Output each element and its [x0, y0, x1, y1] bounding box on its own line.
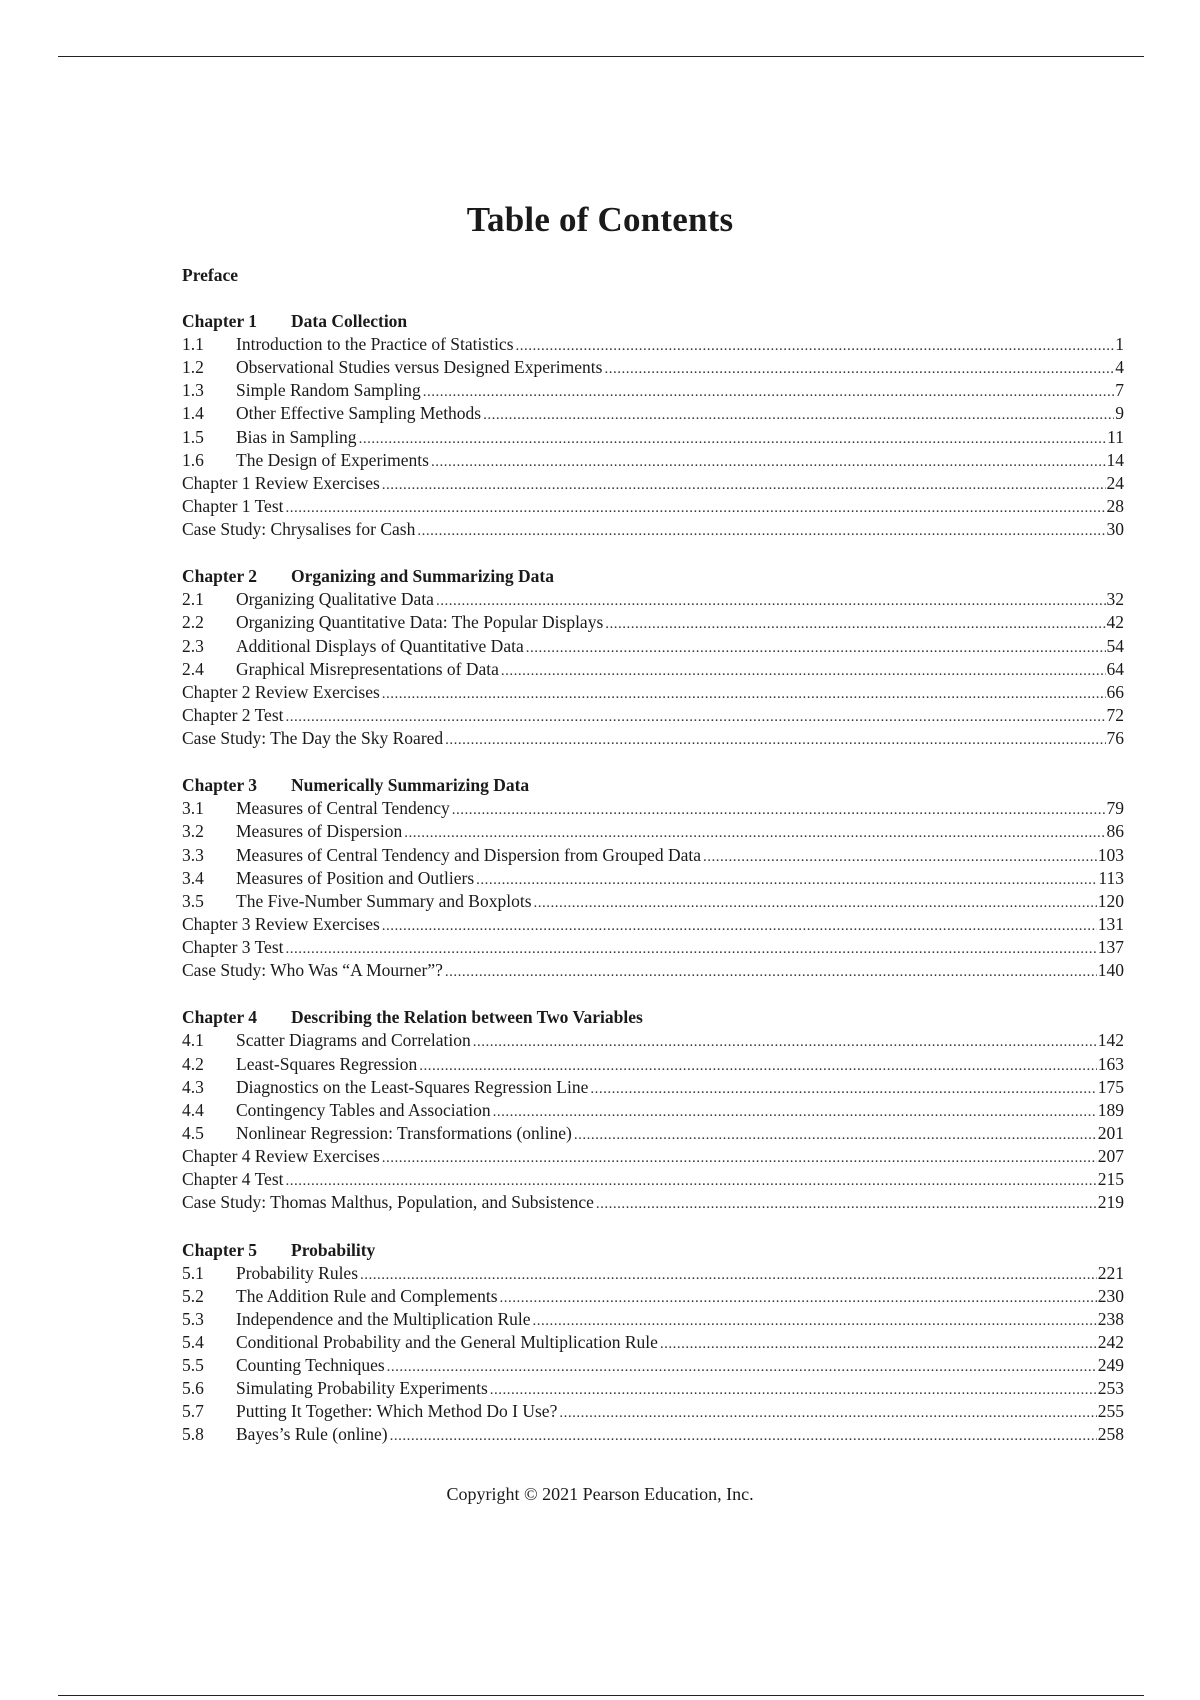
dot-leader	[605, 613, 1105, 636]
entry-title: Chapter 2 Test	[182, 704, 284, 725]
dot-leader	[382, 474, 1106, 497]
section-number: 3.3	[182, 844, 204, 865]
page-number: 113	[1098, 867, 1124, 888]
entry-title: Simulating Probability Experiments	[236, 1378, 488, 1399]
toc-entry	[182, 1191, 1124, 1214]
section-number: 5.8	[182, 1424, 204, 1445]
dot-leader	[423, 381, 1115, 404]
page-number: 7	[1115, 380, 1124, 401]
toc-entry	[182, 1377, 1124, 1400]
dot-leader	[382, 1147, 1097, 1170]
page-number: 215	[1097, 1169, 1124, 1190]
entry-title: Observational Studies versus Designed Experiments	[236, 357, 603, 378]
dot-leader	[436, 590, 1106, 613]
page-number: 219	[1097, 1192, 1124, 1213]
page-number: 201	[1097, 1122, 1124, 1143]
dot-leader	[660, 1333, 1097, 1356]
entry-title: Measures of Central Tendency and Dispersion from Grouped Data	[236, 844, 701, 865]
section-number: 5.3	[182, 1308, 204, 1329]
page-number: 32	[1106, 589, 1124, 610]
toc-entry	[182, 1168, 1124, 1191]
toc-entry	[182, 426, 1124, 449]
page-number: 221	[1097, 1262, 1124, 1283]
dot-leader	[534, 892, 1097, 915]
chapter-title: Describing the Relation between Two Variables	[291, 1007, 643, 1028]
chapter-heading	[182, 565, 1124, 588]
dot-leader	[286, 938, 1097, 961]
dot-leader	[359, 428, 1107, 451]
dot-leader	[483, 404, 1114, 427]
entry-title: Additional Displays of Quantitative Data	[236, 635, 524, 656]
page-number: 175	[1097, 1076, 1124, 1097]
entry-title: Organizing Quantitative Data: The Popular Displays	[236, 612, 604, 633]
dot-leader	[559, 1402, 1096, 1425]
entry-title: Independence and the Multiplication Rule	[236, 1308, 531, 1329]
chapter-title: Probability	[291, 1239, 376, 1260]
toc-entry	[182, 333, 1124, 356]
dot-leader	[500, 1287, 1097, 1310]
dot-leader	[516, 335, 1115, 358]
section-number: 4.2	[182, 1053, 204, 1074]
toc-entry	[182, 1099, 1124, 1122]
entry-title: Measures of Position and Outliers	[236, 867, 475, 888]
page-number: 207	[1097, 1146, 1124, 1167]
toc-entry	[182, 635, 1124, 658]
section-number: 3.5	[182, 890, 204, 911]
dot-leader	[501, 660, 1106, 683]
dot-leader	[476, 869, 1097, 892]
chapter-heading	[182, 1239, 1124, 1262]
section-number: 4.3	[182, 1076, 204, 1097]
toc-entry	[182, 913, 1124, 936]
dot-leader	[490, 1379, 1097, 1402]
toc-entry	[182, 1145, 1124, 1168]
page-number: 258	[1097, 1424, 1124, 1445]
page-number: 54	[1106, 635, 1124, 656]
chapter-heading	[182, 774, 1124, 797]
dot-leader	[382, 915, 1097, 938]
section-number: 4.1	[182, 1030, 204, 1051]
page-number: 64	[1106, 658, 1124, 679]
toc-entry	[182, 449, 1124, 472]
dot-leader	[360, 1264, 1097, 1287]
section-number: 5.4	[182, 1331, 204, 1352]
entry-title: Chapter 4 Review Exercises	[182, 1146, 380, 1167]
dot-leader	[445, 729, 1105, 752]
toc-entry	[182, 1308, 1124, 1331]
toc-entry	[182, 1331, 1124, 1354]
dot-leader	[382, 683, 1106, 706]
toc-entry	[182, 959, 1124, 982]
toc-entry	[182, 356, 1124, 379]
chapter-number: Chapter 1	[182, 311, 258, 331]
dot-leader	[493, 1101, 1097, 1124]
dot-leader	[452, 799, 1106, 822]
entry-title: Diagnostics on the Least-Squares Regression Line	[236, 1076, 589, 1097]
toc-entry	[182, 681, 1124, 704]
page-number: 137	[1097, 937, 1124, 958]
entry-title: Chapter 3 Test	[182, 937, 284, 958]
chapter-title: Organizing and Summarizing Data	[291, 566, 555, 587]
page-number: 9	[1115, 403, 1124, 424]
toc-entry	[182, 704, 1124, 727]
page-number: 253	[1097, 1378, 1124, 1399]
dot-leader	[286, 1170, 1097, 1193]
copyright-footer: Copyright © 2021 Pearson Education, Inc.	[446, 1484, 754, 1504]
entry-title: Nonlinear Regression: Transformations (online)	[236, 1122, 572, 1143]
entry-title: Other Effective Sampling Methods	[236, 403, 482, 424]
dot-leader	[596, 1193, 1097, 1216]
section-number: 1.6	[182, 449, 204, 470]
page-number: 14	[1106, 449, 1124, 470]
entry-title: Bias in Sampling	[236, 426, 357, 447]
dot-leader	[419, 1055, 1096, 1078]
chapter-section	[182, 774, 1124, 982]
page-number: 86	[1106, 821, 1124, 842]
dot-leader	[590, 1078, 1096, 1101]
section-number: 1.3	[182, 380, 204, 401]
section-number: 2.1	[182, 589, 204, 610]
page-number: 11	[1107, 426, 1124, 447]
toc-entry	[182, 844, 1124, 867]
preface-heading: Preface	[182, 265, 239, 285]
entry-title: Chapter 3 Review Exercises	[182, 913, 380, 934]
dot-leader	[286, 706, 1106, 729]
toc-entry	[182, 867, 1124, 890]
toc-entry	[182, 727, 1124, 750]
section-number: 5.2	[182, 1285, 204, 1306]
page-number: 76	[1106, 728, 1124, 749]
page-number: 66	[1106, 681, 1124, 702]
page-number: 103	[1097, 844, 1124, 865]
dot-leader	[526, 637, 1106, 660]
toc-entry	[182, 797, 1124, 820]
page-number: 28	[1106, 495, 1124, 516]
entry-title: Case Study: Thomas Malthus, Population, and Subsistence	[182, 1192, 594, 1213]
section-number: 2.4	[182, 658, 204, 679]
section-number: 1.2	[182, 357, 204, 378]
entry-title: Contingency Tables and Association	[236, 1099, 491, 1120]
section-number: 1.1	[182, 334, 204, 354]
toc-entry	[182, 402, 1124, 425]
top-rule	[58, 56, 1144, 57]
page-number: 238	[1097, 1308, 1124, 1329]
dot-leader	[431, 451, 1106, 474]
chapter-heading	[182, 1006, 1124, 1029]
chapter-section	[182, 1006, 1124, 1214]
toc-entry	[182, 588, 1124, 611]
page-number: 255	[1097, 1401, 1124, 1422]
section-number: 3.1	[182, 798, 204, 819]
entry-title: Counting Techniques	[236, 1355, 385, 1376]
section-number: 5.7	[182, 1401, 204, 1422]
entry-title: Chapter 1 Review Exercises	[182, 472, 380, 493]
entry-title: Case Study: The Day the Sky Roared	[182, 728, 444, 749]
entry-title: Simple Random Sampling	[236, 380, 421, 401]
section-number: 4.4	[182, 1099, 204, 1120]
entry-title: Scatter Diagrams and Correlation	[236, 1030, 471, 1051]
page-number: 140	[1097, 960, 1124, 981]
toc-entry	[182, 379, 1124, 402]
page-number: 72	[1106, 704, 1124, 725]
table-of-contents	[182, 264, 1124, 1471]
chapter-section	[182, 1239, 1124, 1447]
page-number: 4	[1115, 357, 1124, 378]
entry-title: The Design of Experiments	[236, 449, 429, 470]
section-number: 1.4	[182, 403, 204, 424]
toc-entry	[182, 1400, 1124, 1423]
entry-title: The Addition Rule and Complements	[236, 1285, 498, 1306]
page-number: 30	[1106, 519, 1124, 540]
page-number: 230	[1097, 1285, 1124, 1306]
chapter-title: Numerically Summarizing Data	[291, 775, 530, 796]
dot-leader	[473, 1031, 1097, 1054]
page-number: 24	[1106, 472, 1124, 493]
entry-title: Case Study: Chrysalises for Cash	[182, 519, 416, 540]
page-number: 142	[1097, 1030, 1124, 1051]
toc-entry	[182, 472, 1124, 495]
toc-entry	[182, 936, 1124, 959]
section-number: 5.1	[182, 1262, 204, 1283]
entry-title: Probability Rules	[236, 1262, 359, 1283]
toc-entry	[182, 1053, 1124, 1076]
section-number: 2.2	[182, 612, 204, 633]
page-number: 189	[1097, 1099, 1124, 1120]
chapter-section	[182, 310, 1124, 541]
chapter-number: Chapter 3	[182, 775, 258, 796]
entry-title: Organizing Qualitative Data	[236, 589, 434, 610]
dot-leader	[390, 1425, 1097, 1448]
dot-leader	[533, 1310, 1097, 1333]
page-number: 42	[1106, 612, 1124, 633]
toc-entry	[182, 495, 1124, 518]
dot-leader	[574, 1124, 1097, 1147]
page-number: 131	[1097, 913, 1124, 934]
toc-entry	[182, 1354, 1124, 1377]
section-number: 3.2	[182, 821, 204, 842]
toc-entry	[182, 1076, 1124, 1099]
entry-title: Putting It Together: Which Method Do I Use?	[236, 1401, 558, 1422]
dot-leader	[404, 822, 1105, 845]
entry-title: Least-Squares Regression	[236, 1053, 418, 1074]
dot-leader	[417, 520, 1105, 543]
chapter-title: Data Collection	[291, 311, 408, 331]
toc-entry	[182, 1262, 1124, 1285]
entry-title: Chapter 1 Test	[182, 495, 284, 516]
entry-title: Conditional Probability and the General Multiplication Rule	[236, 1331, 658, 1352]
dot-leader	[387, 1356, 1097, 1379]
section-number: 4.5	[182, 1122, 204, 1143]
entry-title: Case Study: Who Was “A Mourner”?	[182, 960, 443, 981]
section-number: 1.5	[182, 426, 204, 447]
page-number: 163	[1097, 1053, 1124, 1074]
entry-title: Introduction to the Practice of Statistics	[236, 334, 514, 354]
page-number: 79	[1106, 798, 1124, 819]
chapter-section	[182, 565, 1124, 750]
dot-leader	[703, 846, 1097, 869]
chapter-number: Chapter 4	[182, 1007, 258, 1028]
entry-title: Measures of Central Tendency	[236, 798, 450, 819]
chapter-heading	[182, 310, 1124, 333]
dot-leader	[604, 358, 1114, 381]
page-number: 1	[1115, 334, 1124, 354]
chapter-number: Chapter 5	[182, 1239, 258, 1260]
dot-leader	[286, 497, 1106, 520]
page-title: Table of Contents	[466, 200, 734, 239]
section-number: 5.6	[182, 1378, 204, 1399]
chapter-list	[182, 310, 1124, 1447]
section-number: 5.5	[182, 1355, 204, 1376]
toc-entry	[182, 820, 1124, 843]
toc-entry	[182, 518, 1124, 541]
toc-entry	[182, 1029, 1124, 1052]
entry-title: Chapter 4 Test	[182, 1169, 284, 1190]
entry-title: Measures of Dispersion	[236, 821, 403, 842]
bottom-rule	[58, 1695, 1144, 1696]
dot-leader	[445, 961, 1097, 984]
toc-entry	[182, 1285, 1124, 1308]
entry-title: Graphical Misrepresentations of Data	[236, 658, 499, 679]
page-number: 120	[1097, 890, 1124, 911]
toc-entry	[182, 1122, 1124, 1145]
toc-entry	[182, 890, 1124, 913]
toc-entry	[182, 1423, 1124, 1446]
section-number: 2.3	[182, 635, 204, 656]
entry-title: The Five-Number Summary and Boxplots	[236, 890, 532, 911]
section-number: 3.4	[182, 867, 204, 888]
toc-entry	[182, 611, 1124, 634]
page-number: 242	[1097, 1331, 1124, 1352]
entry-title: Bayes’s Rule (online)	[236, 1424, 388, 1445]
page-number: 249	[1097, 1355, 1124, 1376]
entry-title: Chapter 2 Review Exercises	[182, 681, 380, 702]
chapter-number: Chapter 2	[182, 566, 258, 587]
toc-entry	[182, 658, 1124, 681]
